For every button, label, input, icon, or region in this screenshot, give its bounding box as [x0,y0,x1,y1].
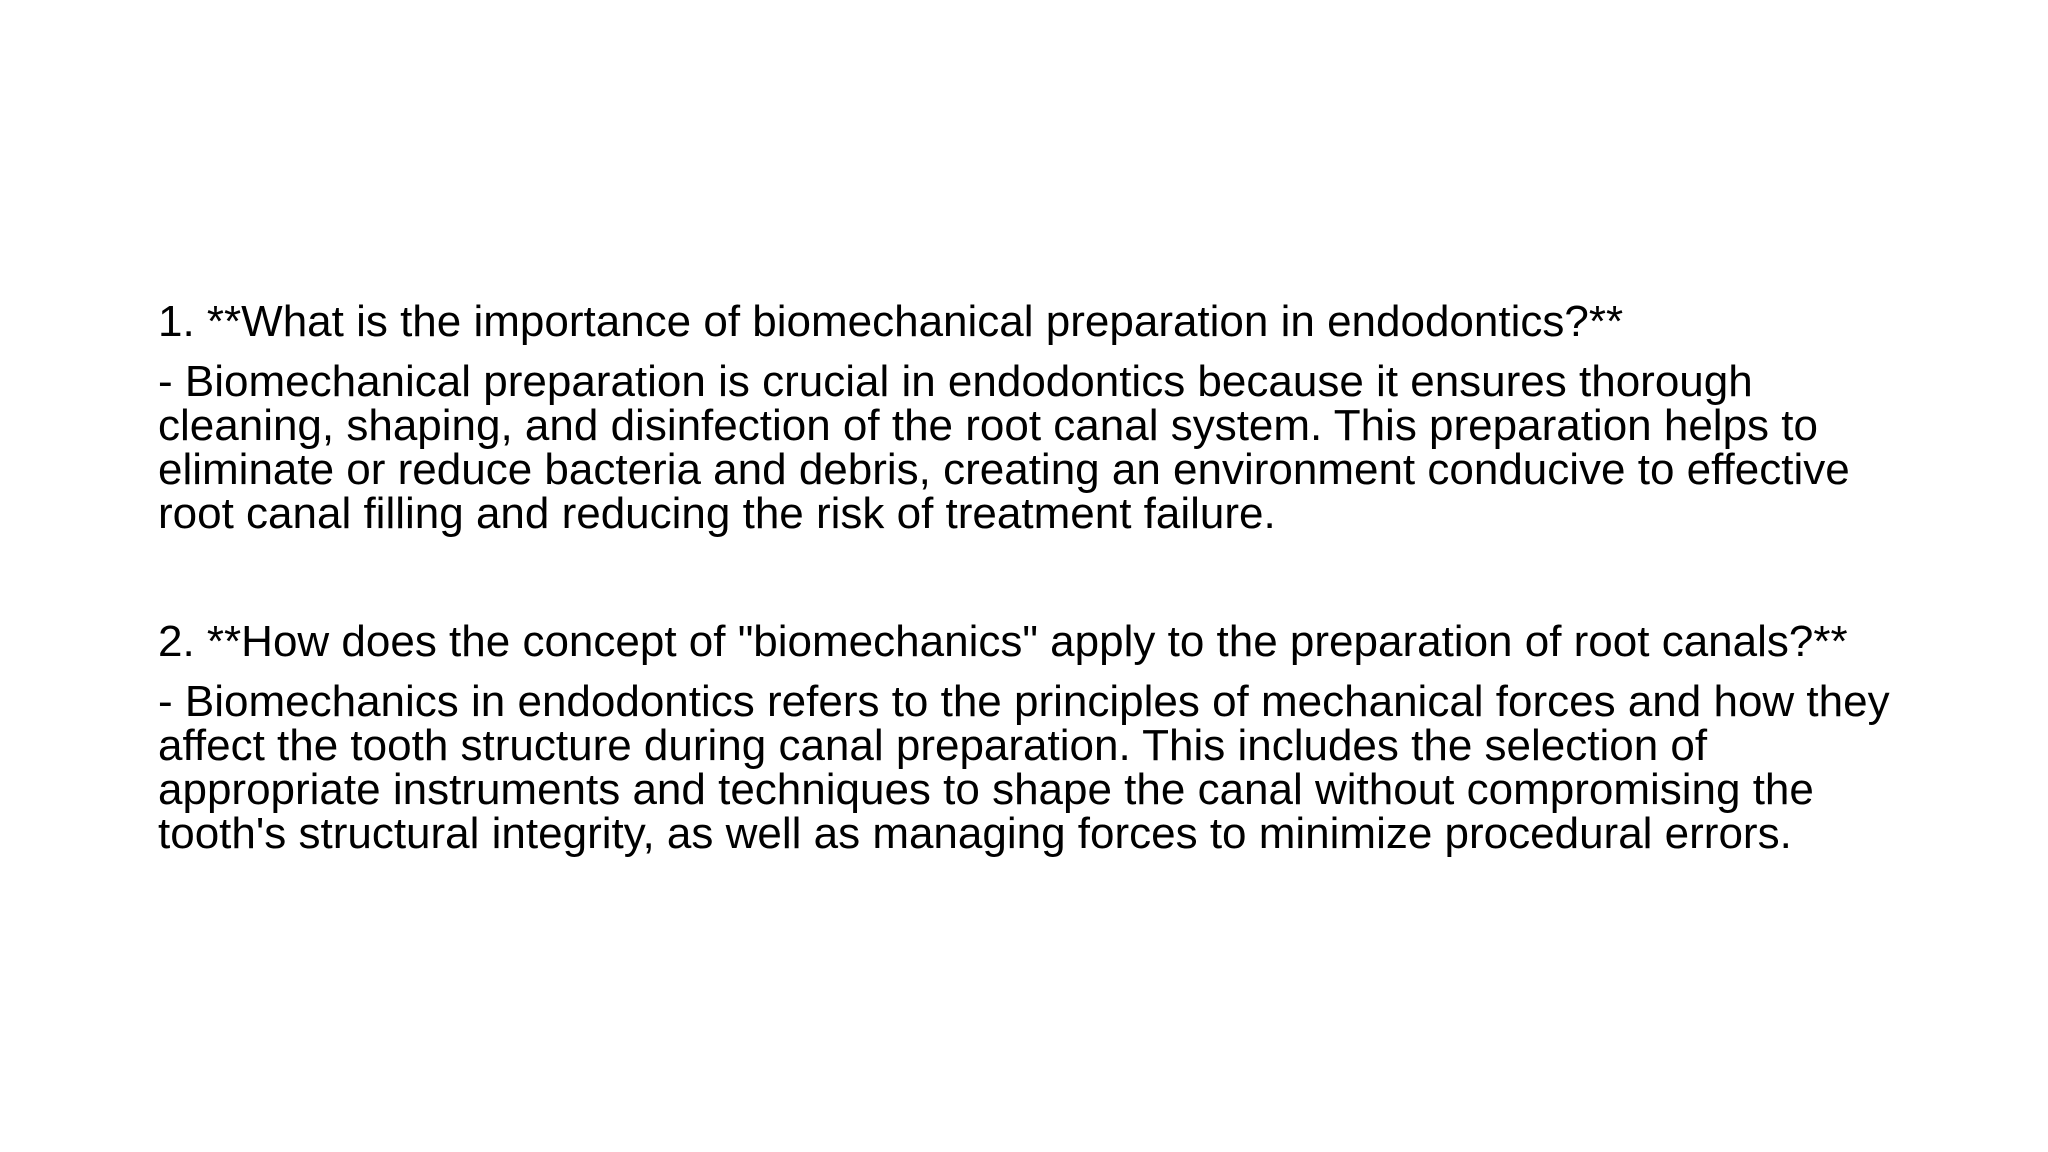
question-2: 2. **How does the concept of "biomechanics" apply to the preparation of root canals?** [158,617,1848,666]
answer-2: - Biomechanics in endodontics refers to the principles of mechanical forces and how they affect the tooth structure during canal preparation. This includes the selection of appropriate instruments and techniques to shape the canal without compromising the tooth's structural integrity, as well as managing forces to minimize procedural errors. [158,677,1890,858]
qa-item-2 [158,617,1918,858]
spacer [158,536,1918,620]
qa-item-1 [158,297,1918,538]
slide-body [158,297,1918,858]
question-1: 1. **What is the importance of biomechanical preparation in endodontics?** [158,297,1624,346]
answer-1: - Biomechanical preparation is crucial in endodontics because it ensures thorough cleaning, shaping, and disinfection of the root canal system. This preparation helps to eliminate or reduce bacteria and debris, creating an environment conducive to effective root canal filling and reducing the risk of treatment failure. [158,357,1850,538]
